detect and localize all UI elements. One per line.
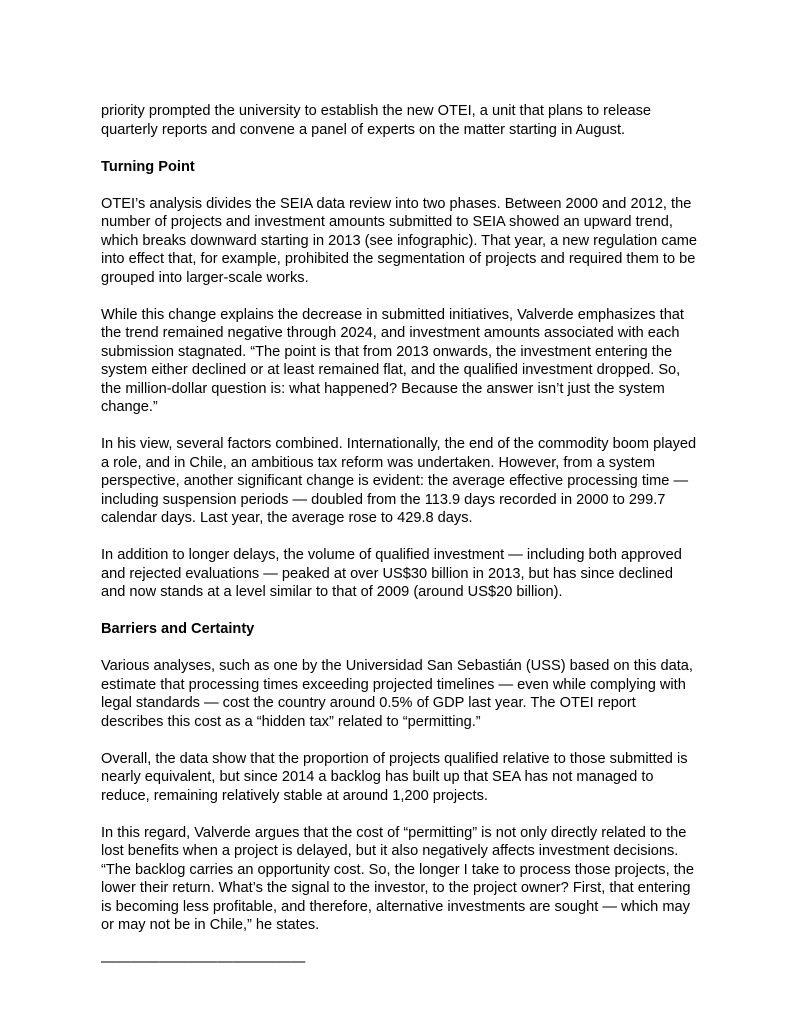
paragraph-intro: priority prompted the university to establish the new OTEI, a unit that plans to release quarterly reports and convene a panel of experts on the matter starting in August. [101, 103, 651, 138]
paragraph-trend: While this change explains the decrease in submitted initiatives, Valverde emphasizes that the trend remained negative through 2024, and investment amounts associated with each submission stagnated. “The point is that from 2013 onwards, the investment entering the system either declined or at least remained flat, and the qualified investment dropped. So, the million-dollar question is: what happened? Because the answer isn’t just the system change.” [101, 306, 684, 415]
paragraph-investment: In addition to longer delays, the volume of qualified investment — including both approved and rejected evaluations — peaked at over US$30 billion in 2013, but has since declined and now stands at a level similar to that of 2009 (around US$20 billion). [101, 547, 682, 600]
heading-turning-point: Turning Point [101, 158, 195, 175]
paragraph-analyses: Various analyses, such as one by the Universidad San Sebastián (USS) based on this data, estimate that processing times exceeding projected timelines — even while complying with legal standards — cost the country around 0.5% of GDP last year. The OTEI report describes this cost as a “hidden tax” related to “permitting.” [101, 658, 693, 730]
paragraph-backlog: Overall, the data show that the proportion of projects qualified relative to those submitted is nearly equivalent, but since 2014 a backlog has built up that SEA has not managed to reduce, remaining relatively stable at around 1,200 projects. [101, 750, 688, 804]
paragraph-factors: In his view, several factors combined. Internationally, the end of the commodity boom played a role, and in Chile, an ambitious tax reform was undertaken. However, from a system perspective, another significant change is evident: the average effective processing time — including suspension periods — doubled from the 113.9 days recorded in 2000 to 299.7 calendar days. Last year, the average rose to 429.8 days. [101, 436, 697, 526]
document-body [101, 102, 701, 972]
paragraph-analysis: OTEI’s analysis divides the SEIA data review into two phases. Between 2000 and 2012, the number of projects and investment amounts submitted to SEIA showed an upward trend, which breaks downward starting in 2013 (see infographic). That year, a new regulation came into effect that, for example, prohibited the segmentation of projects and required them to be grouped into larger-scale works. [101, 195, 697, 286]
separator-rule: —————————————— [101, 954, 306, 970]
heading-barriers: Barriers and Certainty [101, 621, 255, 637]
paragraph-permitting: In this regard, Valverde argues that the cost of “permitting” is not only directly related to the lost benefits when a project is delayed, but it also negatively affects investment decisions. “The backlog carries an opportunity cost. So, the longer I take to process those projects, the lower their return. What’s the signal to the investor, to the project owner? First, that entering is becoming less profitable, and therefore, alternative investments are sought — which may or may not be in Chile,” he states. [101, 824, 694, 933]
